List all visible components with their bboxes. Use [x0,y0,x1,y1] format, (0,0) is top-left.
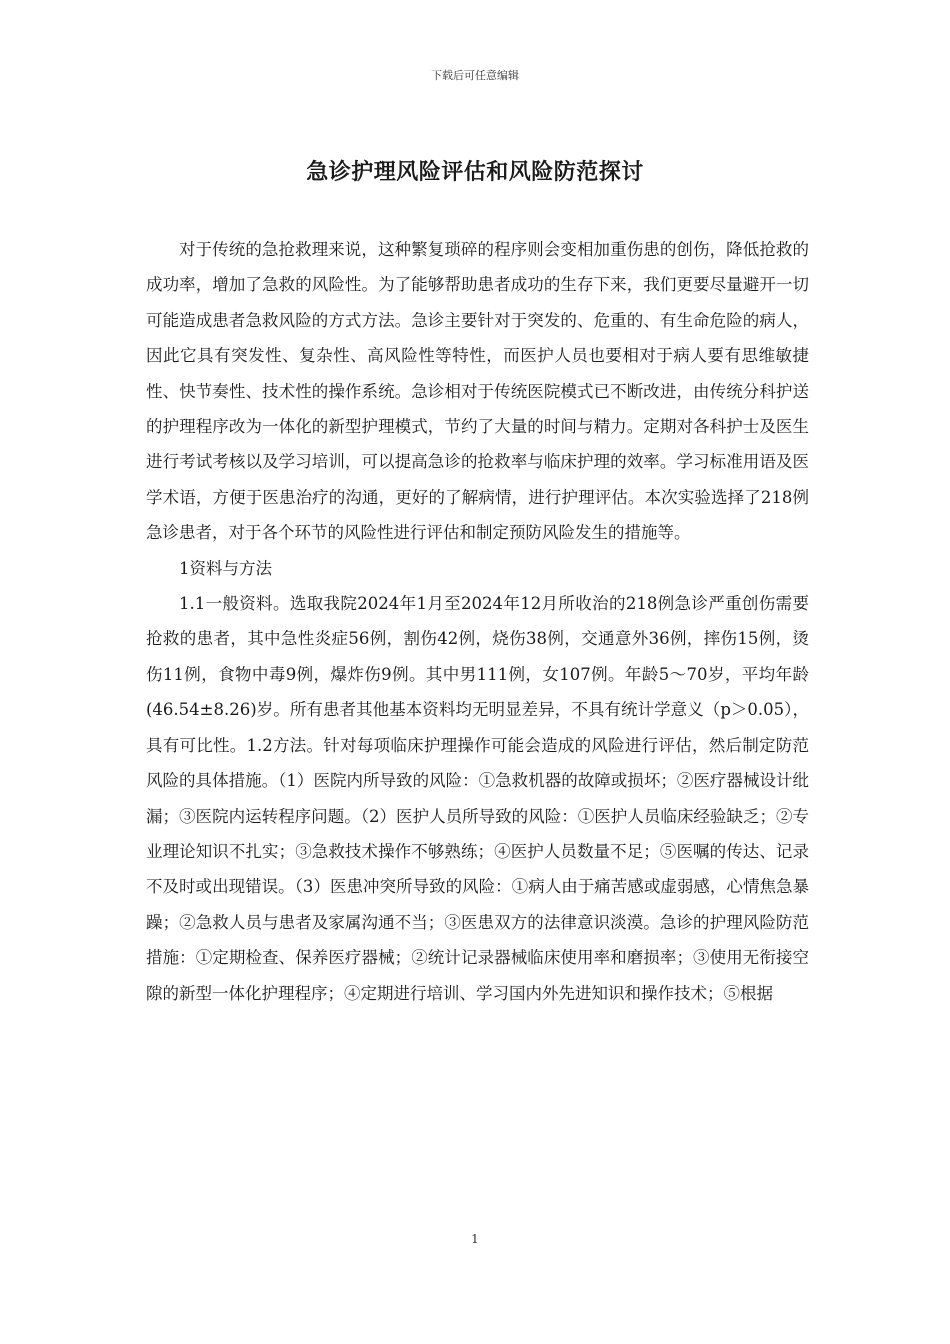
document-title: 急诊护理风险评估和风险防范探讨 [306,159,644,185]
document-body [146,232,809,1011]
page-header-note: 下载后可任意编辑 [431,69,519,82]
intro-paragraph: 对于传统的急抢救理来说，这种繁复琐碎的程序则会变相加重伤患的创伤，降低抢救的成功率，增加了急救的风险性。为了能够帮助患者成功的生存下来，我们更要尽量避开一切可能造成患者急救风险的方式方法。急诊主要针对于突发的、危重的、有生命危险的病人，因此它具有突发性、复杂性、高风险性等特性，而医护人员也要相对于病人要有思维敏捷性、快节奏性、技术性的操作系统。急诊相对于传统医院模式已不断改进，由传统分科护送的护理程序改为一体化的新型护理模式，节约了大量的时间与精力。定期对各科护士及医生进行考试考核以及学习培训，可以提高急诊的抢救率与临床护理的效率。学习标准用语及医学术语，方便于医患治疗的沟通，更好的了解病情，进行护理评估。本次实验选择了218例急诊患者，对于各个环节的风险性进行评估和制定预防风险发生的措施等。 [146,240,809,543]
general-data-paragraph: 1.1一般资料。选取我院2024年1月至2024年12月所收治的218例急诊严重创伤需要抢救的患者，其中急性炎症56例，割伤42例，烧伤38例，交通意外36例，摔伤15例，烫伤11例，食物中毒9例，爆炸伤9例。其中男111例，女107例。年龄5～70岁，平均年龄(46.54±8.26)岁。所有患者其他基本资料均无明显差异，不具有统计学意义（p＞0.05），具有可比性。1.2方法。针对每项临床护理操作可能会造成的风险进行评估，然后制定防范风险的具体措施。（1）医院内所导致的风险：①急救机器的故障或损坏；②医疗器械设计纰漏；③医院内运转程序问题。（2）医护人员所导致的风险：①医护人员临床经验缺乏；②专业理论知识不扎实；③急救技术操作不够熟练；④医护人员数量不足；⑤医嘱的传达、记录不及时或出现错误。（3）医患冲突所导致的风险：①病人由于痛苦感或虚弱感，心情焦急暴躁；②急救人员与患者及家属沟通不当；③医患双方的法律意识淡漠。急诊的护理风险防范措施：①定期检查、保养医疗器械；②统计记录器械临床使用率和磨损率；③使用无衔接空隙的新型一体化护理程序；④定期进行培训、学习国内外先进知识和操作技术；⑤根据 [146,594,809,1003]
section-heading-materials-methods: 1资料与方法 [179,558,272,578]
page-number: 1 [471,1232,479,1246]
